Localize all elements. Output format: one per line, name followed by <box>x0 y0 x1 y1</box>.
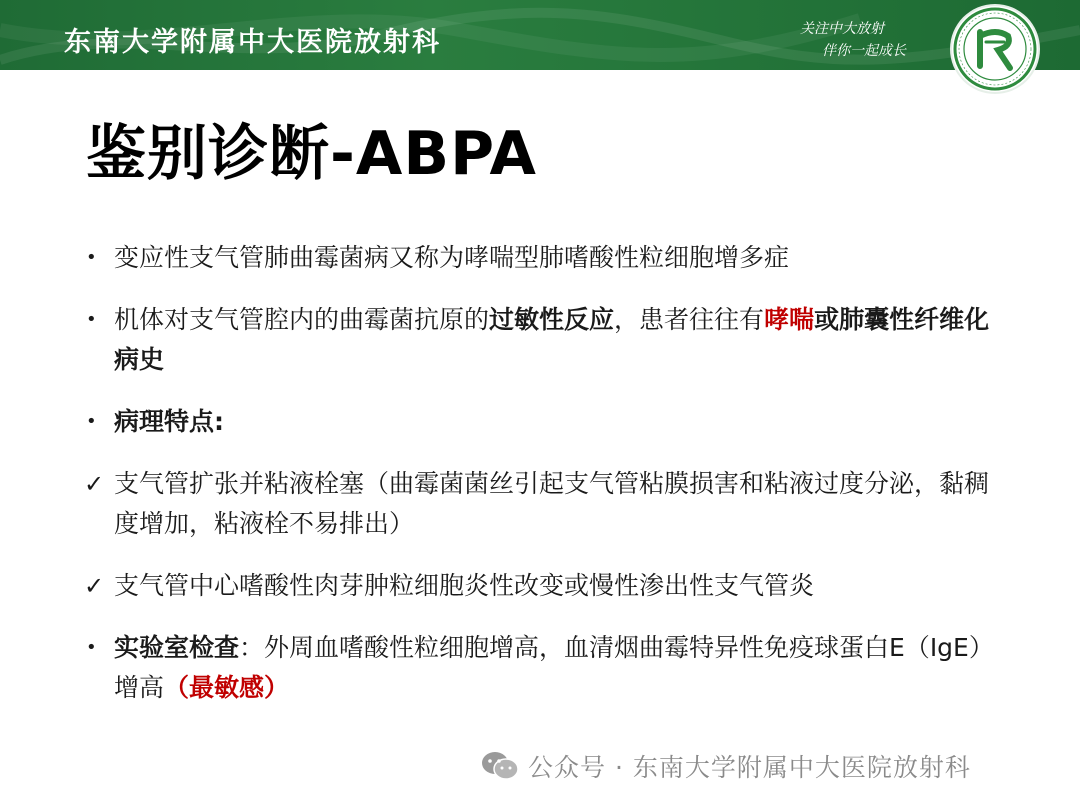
bullet-marker: • <box>86 247 97 268</box>
emphasis-red: （最敏感） <box>164 673 290 702</box>
section-heading: 病理特点: <box>114 407 224 436</box>
list-item <box>84 402 1004 442</box>
list-item <box>84 628 1004 708</box>
list-item-text <box>114 628 1004 708</box>
footer-text: 公众号 · 东南大学附属中大医院放射科 <box>528 753 971 782</box>
header-banner <box>0 0 1080 70</box>
list-item <box>84 464 1004 544</box>
wechat-icon <box>480 750 520 788</box>
hospital-logo <box>952 6 1038 92</box>
list-item <box>84 300 1004 380</box>
text-segment: 机体对支气管腔内的曲霉菌抗原的 <box>114 305 490 334</box>
slogan <box>800 18 906 62</box>
emphasis-red: 哮喘 <box>764 305 815 334</box>
bullet-marker: • <box>86 309 97 330</box>
slogan-line-2: 伴你一起成长 <box>822 43 906 59</box>
emphasis-bold: 过敏性反应 <box>489 305 615 334</box>
slogan-line-1: 关注中大放射 <box>800 21 884 37</box>
list-item-text: 支气管中心嗜酸性肉芽肿粒细胞炎性改变或慢性渗出性支气管炎 <box>114 571 815 600</box>
text-segment: ：外周血嗜酸性粒细胞增高，血清烟曲霉特异性免疫球蛋白E（IgE）增高 <box>114 633 994 702</box>
list-item-text <box>114 300 1004 380</box>
list-item-text: 变应性支气管肺曲霉菌病又称为哮喘型肺嗜酸性粒细胞增多症 <box>114 243 790 272</box>
text-segment: ，患者往往有 <box>614 305 765 334</box>
list-item <box>84 566 1004 606</box>
emphasis-bold: 实验室检查 <box>114 633 240 662</box>
check-icon: ✓ <box>84 572 105 600</box>
org-name: 东南大学附属中大医院放射科 <box>64 27 441 58</box>
slide-title: 鉴别诊断-ABPA <box>86 119 537 189</box>
footer-watermark <box>480 748 971 788</box>
bullet-marker: • <box>86 637 97 658</box>
check-icon: ✓ <box>84 470 105 498</box>
bullet-marker: • <box>86 411 97 432</box>
emphasis-bold: 或肺囊性纤维化病史 <box>114 305 990 374</box>
list-item <box>84 238 1004 278</box>
content-list <box>84 238 1004 708</box>
list-item-text: 支气管扩张并粘液栓塞（曲霉菌菌丝引起支气管粘膜损害和粘液过度分泌，黏稠度增加，粘液栓不易排出） <box>114 469 990 538</box>
